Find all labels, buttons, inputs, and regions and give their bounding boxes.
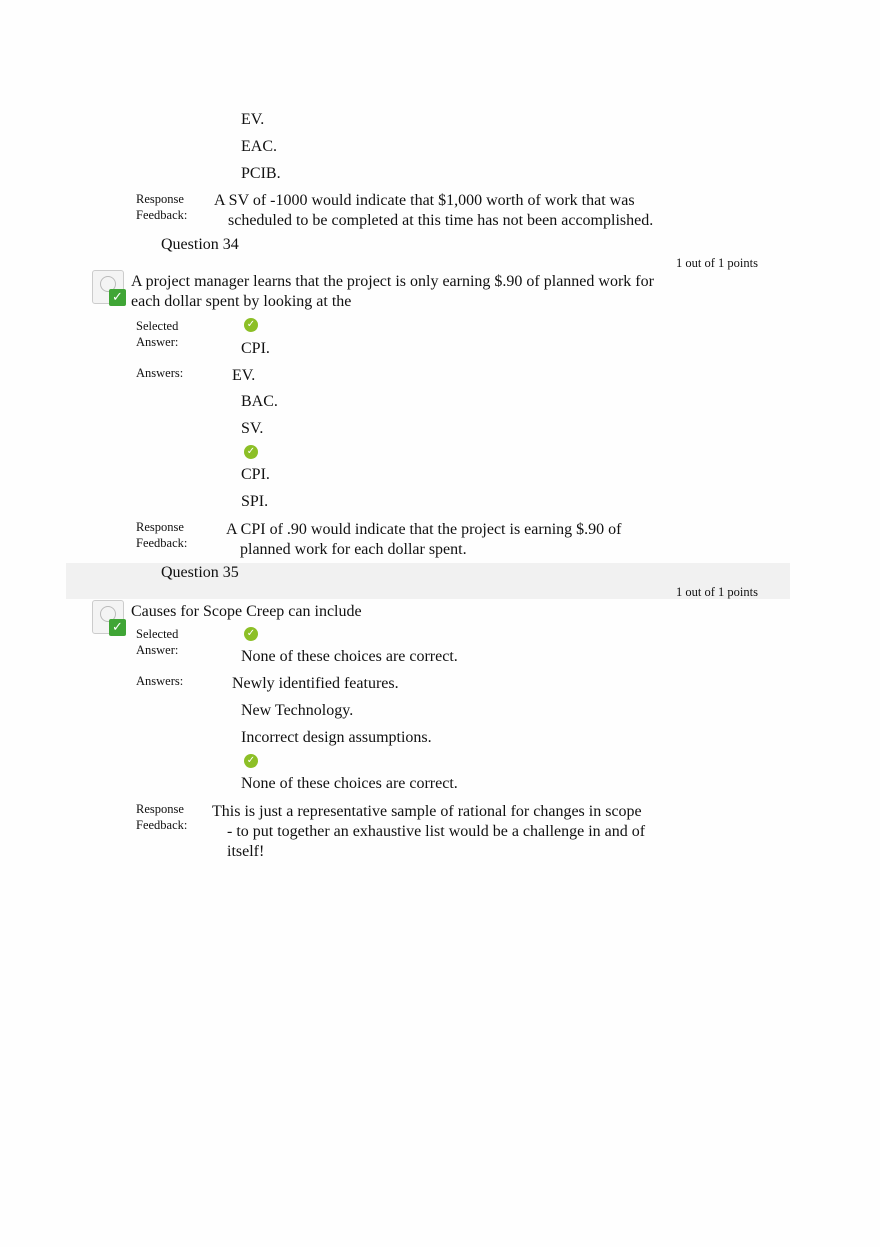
check-circle-icon: ✓ [244,445,258,459]
feedback-text: scheduled to be completed at this time has not been accomplished. [228,212,654,229]
check-circle-icon: ✓ [244,318,258,332]
feedback-label: Response [136,520,184,534]
selected-answer-label: Answer: [136,643,179,657]
correct-question-icon: ✓ [92,270,128,306]
question-text: Causes for Scope Creep can include [131,603,362,620]
feedback-label: Response [136,192,184,206]
feedback-label: Feedback: [136,208,188,222]
question-title: Question 34 [161,236,239,253]
answer-option: Newly identified features. [232,675,399,692]
selected-answer: None of these choices are correct. [241,648,458,665]
feedback-label: Feedback: [136,818,188,832]
question-title: Question 35 [161,564,239,581]
feedback-text: A CPI of .90 would indicate that the project is earning $.90 of [226,521,622,538]
feedback-text: A SV of -1000 would indicate that $1,000 worth of work that was [214,192,635,209]
correct-question-icon: ✓ [92,600,128,636]
answer-option: SV. [241,420,264,437]
check-circle-icon: ✓ [244,627,258,641]
answers-label: Answers: [136,366,184,380]
feedback-label: Response [136,802,184,816]
question-text: A project manager learns that the project is only earning $.90 of planned work for [131,273,654,290]
feedback-text: planned work for each dollar spent. [240,541,467,558]
answer-option-correct: CPI. [241,466,270,483]
selected-answer-label: Answer: [136,335,179,349]
feedback-label: Feedback: [136,536,188,550]
question-text: each dollar spent by looking at the [131,293,352,310]
selected-answer-label: Selected [136,319,179,333]
feedback-text: This is just a representative sample of rational for changes in scope [212,803,642,820]
feedback-text: - to put together an exhaustive list would be a challenge in and of [227,823,646,840]
answer-option: EAC. [241,138,277,155]
check-circle-icon: ✓ [244,754,258,768]
selected-answer-label: Selected [136,627,179,641]
question-points: 1 out of 1 points [676,256,758,270]
feedback-text: itself! [227,843,265,860]
answer-option: PCIB. [241,165,281,182]
answer-option-correct: None of these choices are correct. [241,775,458,792]
answer-option: SPI. [241,493,269,510]
answer-option: EV. [241,111,265,128]
answer-option: EV. [232,367,256,384]
answer-option: New Technology. [241,702,354,719]
answer-option: BAC. [241,393,278,410]
selected-answer: CPI. [241,340,270,357]
question-points: 1 out of 1 points [676,585,758,599]
answer-option: Incorrect design assumptions. [241,729,432,746]
answers-label: Answers: [136,674,184,688]
